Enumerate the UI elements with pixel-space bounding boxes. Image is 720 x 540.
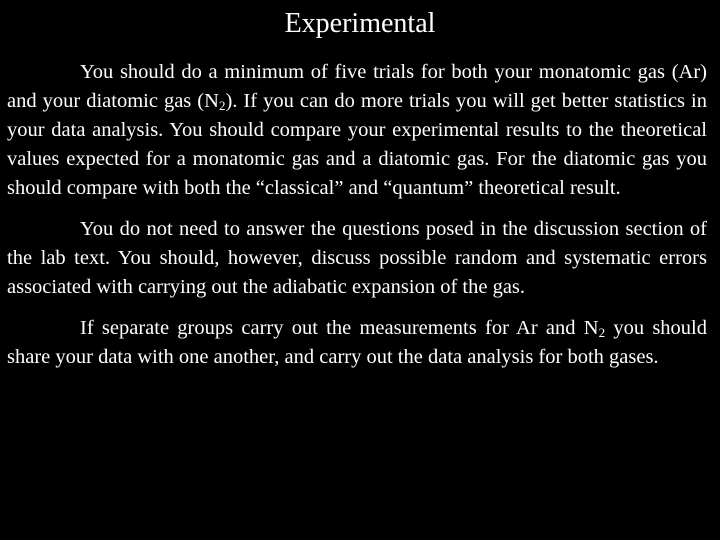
slide-body (7, 58, 707, 384)
paragraph-groups-text-a: If separate groups carry out the measurements for Ar and N (80, 317, 599, 339)
slide-title: Experimental (284, 8, 436, 39)
paragraph-errors (7, 215, 707, 302)
paragraph-groups-text-b: you should share your data with one another, and carry out the data analysis for both gases. (7, 317, 707, 368)
paragraph-errors-text: You do not need to answer the questions posed in the discussion section of the lab text. You should, however, discuss possible random and systematic errors associated with carrying out the adiabatic expansion of the gas. (7, 218, 707, 298)
paragraph-trials-text-a: You should do a minimum of five trials for both your monatomic gas (Ar) and your diatomic gas (N (7, 61, 707, 112)
paragraph-trials-subscript: 2 (218, 98, 226, 113)
paragraph-groups-subscript: 2 (598, 325, 606, 340)
paragraph-groups (7, 314, 707, 372)
paragraph-trials (7, 58, 707, 203)
paragraph-trials-text-b: ). If you can do more trials you will get better statistics in your data analysis. You should compare your experimental results to the theoretical values expected for a monatomic gas and a diatomic gas. For the diatomic gas you should compare with both the “classical” and “quantum” theoretical result. (7, 90, 707, 199)
